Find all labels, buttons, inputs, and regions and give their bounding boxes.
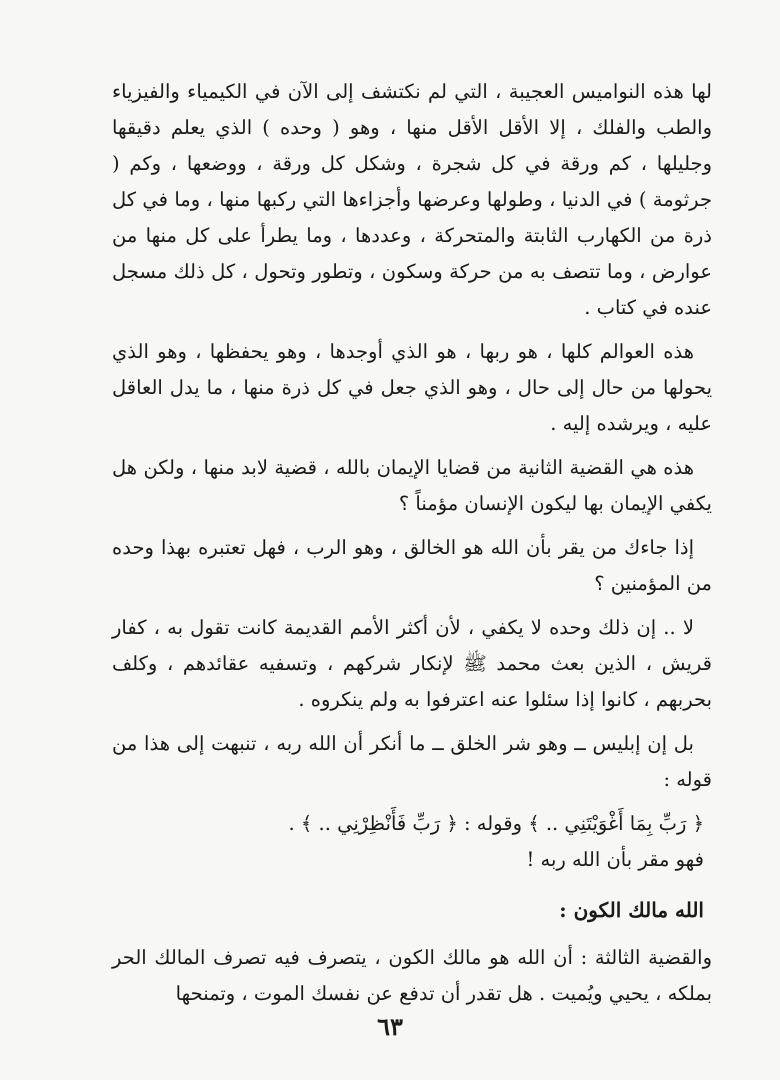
quote-conclusion: فهو مقر بأن الله ربه ! [526, 848, 704, 871]
paragraph-third-issue: والقضية الثالثة : أن الله هو مالك الكون ، يتصرف فيه تصرف المالك الحر بملكه ، يحيي ويُميت . هل تقدر أن تدفع عن نفسك الموت ، وتمنحها [112, 946, 712, 1005]
page-number: ٦٣ [377, 1012, 403, 1041]
paragraph-question: إذا جاءك من يقر بأن الله هو الخالق ، وهو الرب ، فهل تعتبره بهذا وحده من المؤمنين ؟ [112, 536, 712, 595]
section-heading: الله مالك الكون : [559, 898, 704, 922]
paragraph-iblis: بل إن إبليس ــ وهو شر الخلق ــ ما أنكر أن الله ربه ، تنبهت إلى هذا من قوله : [112, 732, 712, 791]
paragraph-worlds-lord: هذه العوالم كلها ، هو ربها ، هو الذي أوجدها ، وهو يحفظها ، وهو الذي يحولها من حال إلى حال ، وهو الذي جعل في كل ذرة منها ، ما يدل العاقل عليه ، ويرشده إليه . [112, 340, 712, 435]
paragraph-laws-of-nature: لها هذه النواميس العجيبة ، التي لم نكتشف إلى الآن في الكيمياء والفيزياء والطب والفلك ، إلا الأقل الأقل منها ، وهو ( وحده ) الذي يعلم دقيقها وجليلها ، كم ورقة في كل شجرة ، وشكل كل ورقة ، ووضعها ، وكم ( جرثومة ) في الدنيا ، وطولها وعرضها وأجزاءها التي ركبها منها ، وما في كل ذرة من الكهارب الثابتة والمتحركة ، وعددها ، وما يطرأ على كل منها من عوارض ، وما تتصف به من حركة وسكون ، وتطور وتحول ، كل ذلك مسجل عنده في كتاب . [112, 80, 712, 319]
main-text [112, 74, 712, 1020]
paragraph-not-enough: لا .. إن ذلك وحده لا يكفي ، لأن أكثر الأمم القديمة كانت تقول به ، كفار قريش ، الذين بعث محمد ﷺ لإنكار شركهم ، وتسفيه عقائدهم ، وكلف بحربهم ، كانوا إذا سئلوا عنه اعترفوا به ولم ينكروه . [112, 616, 712, 711]
quran-quote: ﴿ رَبِّ بِمَا أَغْوَيْتَنِي .. ﴾ وقوله : ﴿ رَبِّ فَأَنْظِرْنِي .. ﴾ . [288, 812, 704, 835]
paragraph-second-issue: هذه هي القضية الثانية من قضايا الإيمان بالله ، قضية لابد منها ، ولكن هل يكفي الإيمان بها ليكون الإنسان مؤمناً ؟ [112, 456, 712, 515]
